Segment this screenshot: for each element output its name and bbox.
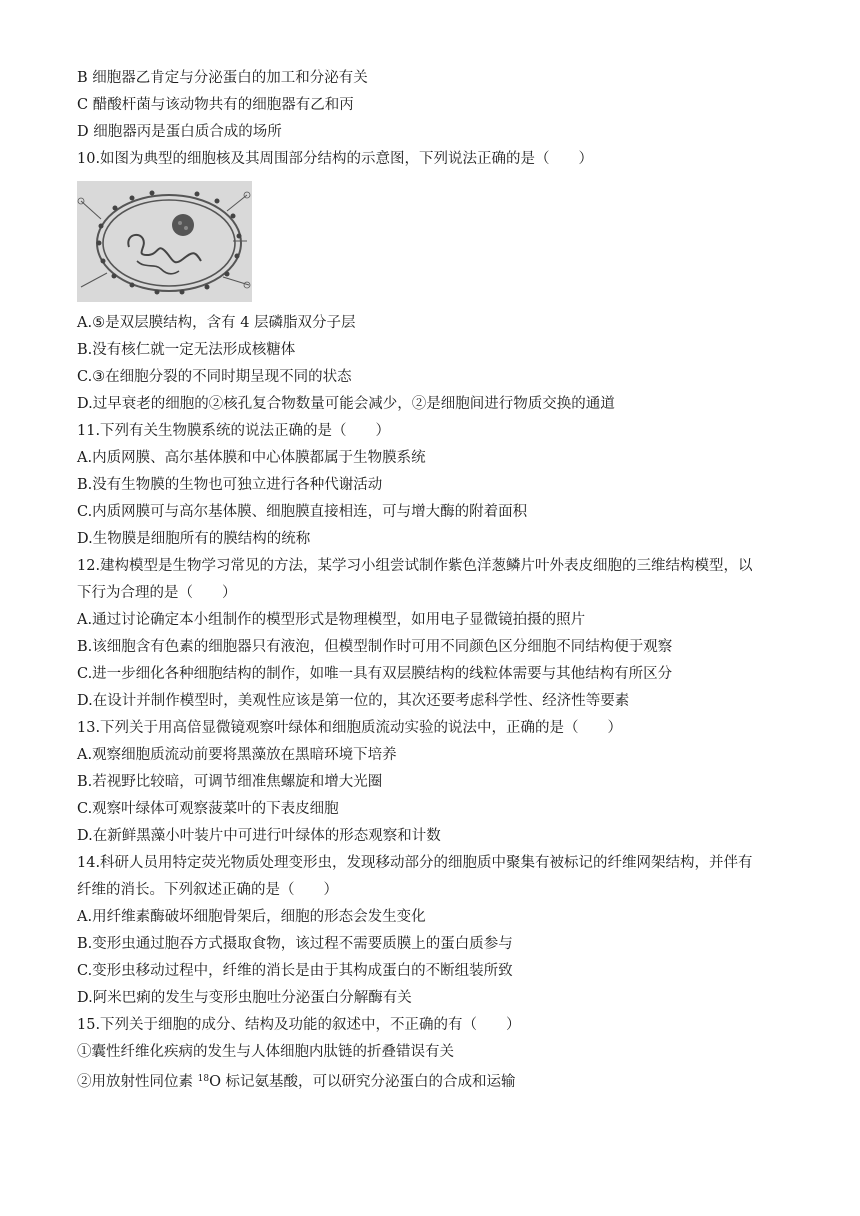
question-line: C.进一步细化各种细胞结构的制作，如唯一具有双层膜结构的线粒体需要与其他结构有所区分 [77,666,673,682]
question-line: B.变形虫通过胞吞方式摄取食物，该过程不需要质膜上的蛋白质参与 [77,936,513,952]
question-line: A.用纤维素酶破坏细胞骨架后，细胞的形态会发生变化 [77,909,426,925]
question-line: D.过早衰老的细胞的②核孔复合物数量可能会减少，②是细胞间进行物质交换的通道 [77,396,615,412]
question-line: D.阿米巴痢的发生与变形虫胞吐分泌蛋白分解酶有关 [77,990,412,1006]
question-line: 15.下列关于细胞的成分、结构及功能的叙述中，不正确的有（ ） [77,1017,521,1033]
question-line: 11.下列有关生物膜系统的说法正确的是（ ） [77,423,391,439]
isotope-line-suffix: O 标记氨基酸，可以研究分泌蛋白的合成和运输 [209,1074,516,1090]
question-line: 13.下列关于用高倍显微镜观察叶绿体和细胞质流动实验的说法中，正确的是（ ） [77,720,623,736]
question-line: A.内质网膜、高尔基体膜和中心体膜都属于生物膜系统 [77,450,426,466]
question-line: 纤维的消长。下列叙述正确的是（ ） [77,882,338,898]
question-line: C.观察叶绿体可观察菠菜叶的下表皮细胞 [77,801,339,817]
question-line: B.若视野比较暗，可调节细准焦螺旋和增大光圈 [77,774,383,790]
question-line: C.内质网膜可与高尔基体膜、细胞膜直接相连，可与增大酶的附着面积 [77,504,528,520]
nucleus-diagram-figure [77,181,252,302]
question-line: 下行为合理的是（ ） [77,585,237,601]
isotope-mass-number: 18 [197,1074,210,1084]
question-line: D.生物膜是细胞所有的膜结构的统称 [77,531,311,547]
question-line-isotope [77,1069,790,1092]
question-line: C 醋酸杆菌与该动物共有的细胞器有乙和丙 [77,97,354,113]
nucleus-diagram [77,181,252,302]
question-line: C.变形虫移动过程中，纤维的消长是由于其构成蛋白的不断组装所致 [77,963,513,979]
question-line: A.通过讨论确定本小组制作的模型形式是物理模型，如用电子显微镜拍摄的照片 [77,612,586,628]
question-line: A.观察细胞质流动前要将黑藻放在黑暗环境下培养 [77,747,397,763]
question-line: A.⑤是双层膜结构，含有 4 层磷脂双分子层 [77,315,356,331]
question-line: B 细胞器乙肯定与分泌蛋白的加工和分泌有关 [77,70,368,86]
question-line: 14.科研人员用特定荧光物质处理变形虫，发现移动部分的细胞质中聚集有被标记的纤维网架结构，并伴有 [77,855,753,871]
question-line: D.在新鲜黑藻小叶装片中可进行叶绿体的形态观察和计数 [77,828,441,844]
question-line: 12.建构模型是生物学习常见的方法，某学习小组尝试制作紫色洋葱鳞片叶外表皮细胞的三维结构模型，以 [77,558,753,574]
question-line: D 细胞器丙是蛋白质合成的场所 [77,124,282,140]
isotope-line-prefix: ②用放射性同位素 [77,1074,198,1090]
question-line: B.该细胞含有色素的细胞器只有液泡，但模型制作时可用不同颜色区分细胞不同结构便于观察 [77,639,673,655]
question-line: B.没有核仁就一定无法形成核糖体 [77,342,296,358]
question-line: B.没有生物膜的生物也可独立进行各种代谢活动 [77,477,383,493]
question-line: D.在设计并制作模型时，美观性应该是第一位的，其次还要考虑科学性、经济性等要素 [77,693,630,709]
question-line: ①囊性纤维化疾病的发生与人体细胞内肽链的折叠错误有关 [77,1044,454,1060]
question-line: C.③在细胞分裂的不同时期呈现不同的状态 [77,369,352,385]
question-line: 10.如图为典型的细胞核及其周围部分结构的示意图，下列说法正确的是（ ） [77,151,594,167]
